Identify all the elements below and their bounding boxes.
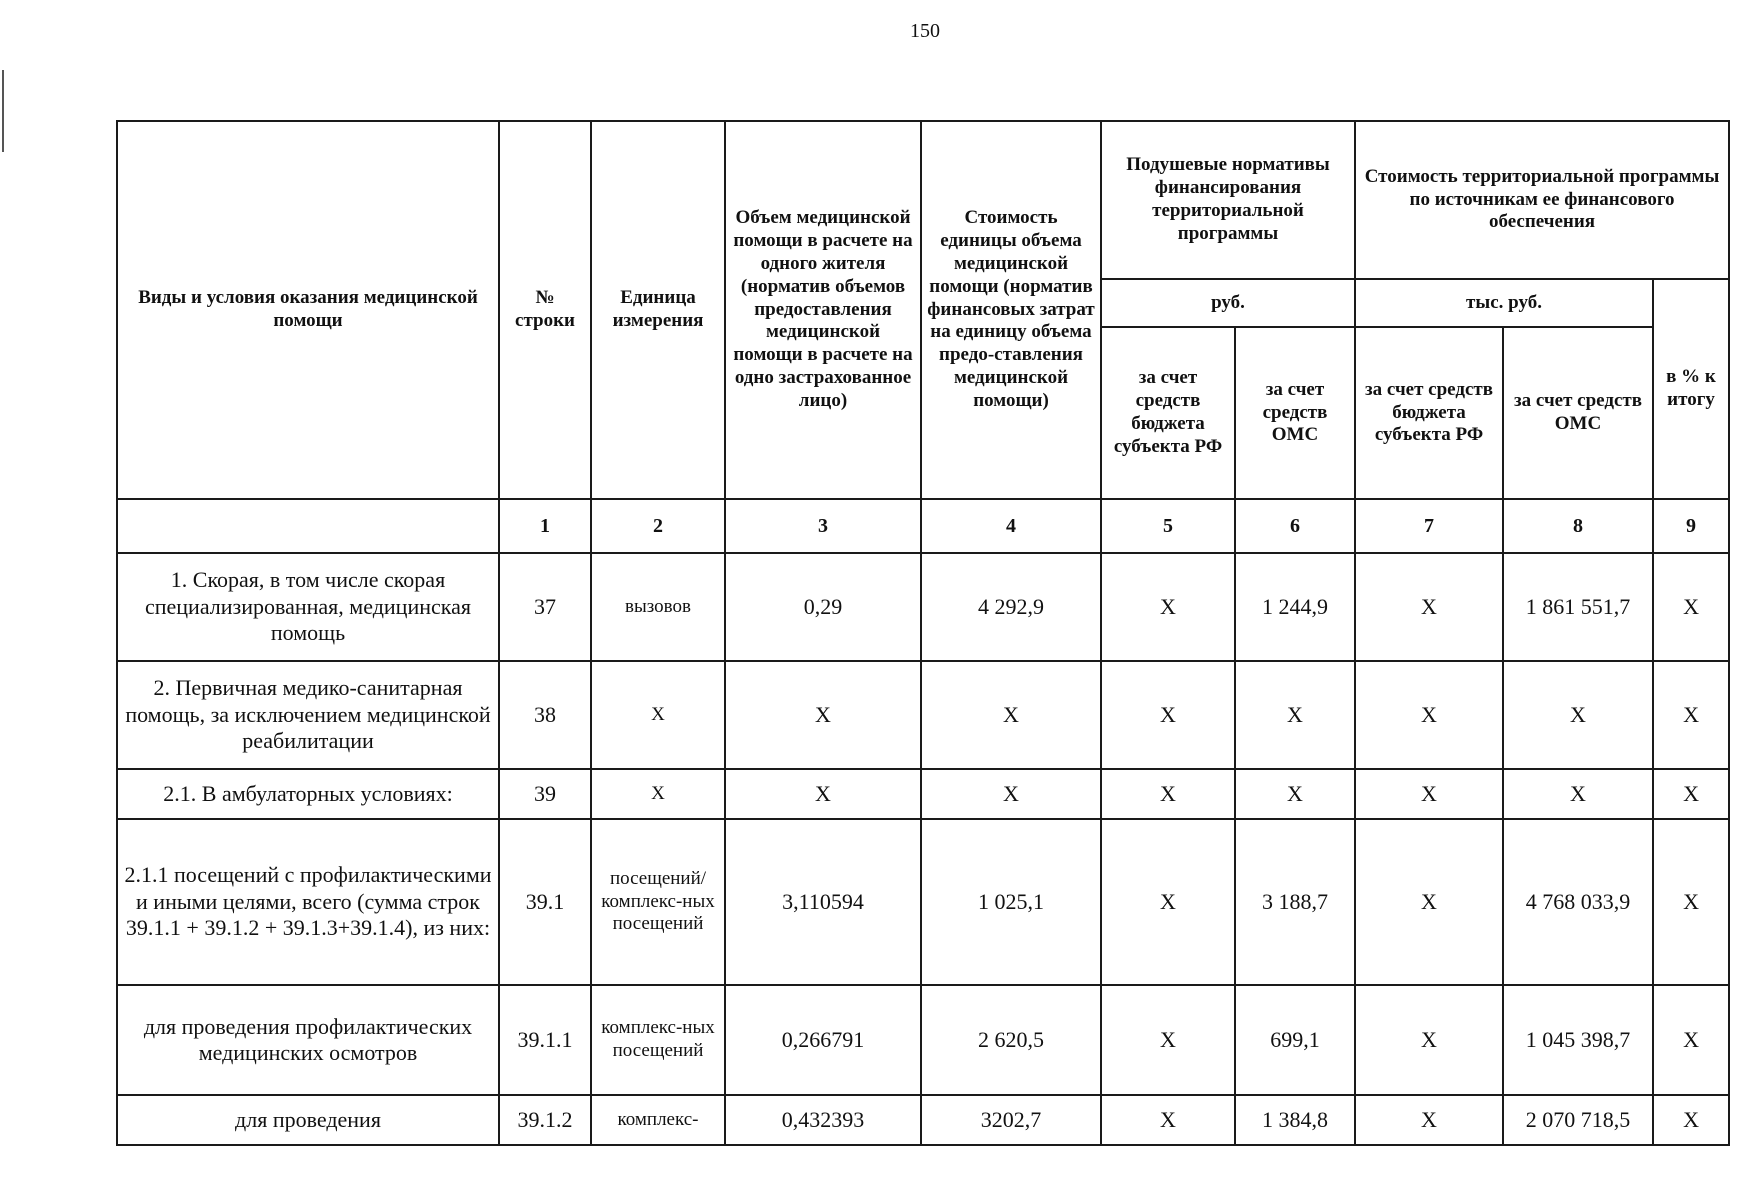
header-row-no: № строки: [499, 121, 591, 499]
table-row: [117, 819, 1729, 985]
col-number: 4: [921, 499, 1101, 553]
cell-cost-unit: 4 292,9: [921, 553, 1101, 661]
cell-name: 2. Первичная медико-санитарная помощь, за исключением медицинской реабилитации: [117, 661, 499, 769]
cell-oms-thous: 2 070 718,5: [1503, 1095, 1653, 1145]
cell-unit: комплекс-: [591, 1095, 725, 1145]
col-number: 9: [1653, 499, 1729, 553]
cell-name: 1. Скорая, в том числе скорая специализированная, медицинская помощь: [117, 553, 499, 661]
cell-cost-unit: X: [921, 661, 1101, 769]
cell-name: для проведения профилактических медицинских осмотров: [117, 985, 499, 1095]
col-number: 5: [1101, 499, 1235, 553]
header-budget-rf: за счет средств бюджета субъекта РФ: [1101, 327, 1235, 499]
header-percent-total: в % к итогу: [1653, 279, 1729, 499]
cell-volume: 0,266791: [725, 985, 921, 1095]
cell-percent: X: [1653, 985, 1729, 1095]
cell-cost-unit: 1 025,1: [921, 819, 1101, 985]
cell-oms-rub: 1 384,8: [1235, 1095, 1355, 1145]
cell-oms-rub: X: [1235, 661, 1355, 769]
table-row: [117, 769, 1729, 819]
table-row: [117, 661, 1729, 769]
cell-budget-thous: X: [1355, 985, 1503, 1095]
cell-oms-thous: X: [1503, 661, 1653, 769]
cell-budget-thous: X: [1355, 769, 1503, 819]
table-row: [117, 553, 1729, 661]
cell-budget-thous: X: [1355, 661, 1503, 769]
cell-name: 2.1. В амбулаторных условиях:: [117, 769, 499, 819]
cell-row-no: 39.1.1: [499, 985, 591, 1095]
cell-percent: X: [1653, 769, 1729, 819]
cell-oms-thous: 4 768 033,9: [1503, 819, 1653, 985]
cell-budget-rub: X: [1101, 661, 1235, 769]
cell-name: для проведения: [117, 1095, 499, 1145]
cell-cost-unit: X: [921, 769, 1101, 819]
cell-budget-rub: X: [1101, 769, 1235, 819]
table-row: [117, 985, 1729, 1095]
cell-oms-rub: X: [1235, 769, 1355, 819]
cell-row-no: 38: [499, 661, 591, 769]
col-number: 3: [725, 499, 921, 553]
cell-budget-rub: X: [1101, 553, 1235, 661]
cell-cost-unit: 2 620,5: [921, 985, 1101, 1095]
cell-percent: X: [1653, 819, 1729, 985]
margin-mark: [2, 70, 4, 152]
header-kind: Виды и условия оказания медицинской помощи: [117, 121, 499, 499]
col-number: 7: [1355, 499, 1503, 553]
cell-volume: X: [725, 661, 921, 769]
header-cost-unit: Стоимость единицы объема медицинской помощи (норматив финансовых затрат на единицу объема предо-ставления медицинской помощи): [921, 121, 1101, 499]
cell-budget-thous: X: [1355, 1095, 1503, 1145]
header-unit: Единица измерения: [591, 121, 725, 499]
cell-volume: X: [725, 769, 921, 819]
cell-row-no: 39.1.2: [499, 1095, 591, 1145]
cell-budget-thous: X: [1355, 553, 1503, 661]
column-numbers-row: [117, 499, 1729, 553]
col-number: 2: [591, 499, 725, 553]
cell-oms-thous: 1 045 398,7: [1503, 985, 1653, 1095]
cell-unit: комплекс-ных посещений: [591, 985, 725, 1095]
cell-percent: X: [1653, 553, 1729, 661]
cell-volume: 3,110594: [725, 819, 921, 985]
table-row: [117, 1095, 1729, 1145]
col-number: 1: [499, 499, 591, 553]
cell-name: 2.1.1 посещений с профилактическими и иными целями, всего (сумма строк 39.1.1 + 39.1.2 + 39.1.3+39.1.4), из них:: [117, 819, 499, 985]
cell-volume: 0,432393: [725, 1095, 921, 1145]
cell-unit: X: [591, 769, 725, 819]
cell-unit: X: [591, 661, 725, 769]
cell-unit: вызовов: [591, 553, 725, 661]
page-number: 150: [910, 20, 940, 42]
financing-table: [116, 120, 1730, 1146]
cell-unit: посещений/ комплекс-ных посещений: [591, 819, 725, 985]
cell-cost-unit: 3202,7: [921, 1095, 1101, 1145]
cell-row-no: 39: [499, 769, 591, 819]
cell-volume: 0,29: [725, 553, 921, 661]
cell-budget-rub: X: [1101, 985, 1235, 1095]
cell-oms-rub: 1 244,9: [1235, 553, 1355, 661]
cell-budget-rub: X: [1101, 1095, 1235, 1145]
cell-oms-thous: 1 861 551,7: [1503, 553, 1653, 661]
cell-budget-rub: X: [1101, 819, 1235, 985]
cell-percent: X: [1653, 1095, 1729, 1145]
header-program-cost: Стоимость территориальной программы по источникам ее финансового обеспечения: [1355, 121, 1729, 279]
col-number: 6: [1235, 499, 1355, 553]
cell-oms-rub: 3 188,7: [1235, 819, 1355, 985]
col-number: 8: [1503, 499, 1653, 553]
header-oms: за счет средств ОМС: [1235, 327, 1355, 499]
header-volume: Объем медицинской помощи в расчете на одного жителя (норматив объемов предоставления медицинской помощи в расчете на одно застрахованное лицо): [725, 121, 921, 499]
cell-row-no: 37: [499, 553, 591, 661]
cell-budget-thous: X: [1355, 819, 1503, 985]
col-number: [117, 499, 499, 553]
cell-percent: X: [1653, 661, 1729, 769]
header-per-capita: Подушевые нормативы финансирования территориальной программы: [1101, 121, 1355, 279]
header-budget-rf-thous: за счет средств бюджета субъекта РФ: [1355, 327, 1503, 499]
cell-row-no: 39.1: [499, 819, 591, 985]
header-rub: руб.: [1101, 279, 1355, 327]
header-thous-rub: тыс. руб.: [1355, 279, 1653, 327]
cell-oms-thous: X: [1503, 769, 1653, 819]
cell-oms-rub: 699,1: [1235, 985, 1355, 1095]
header-oms-thous: за счет средств ОМС: [1503, 327, 1653, 499]
